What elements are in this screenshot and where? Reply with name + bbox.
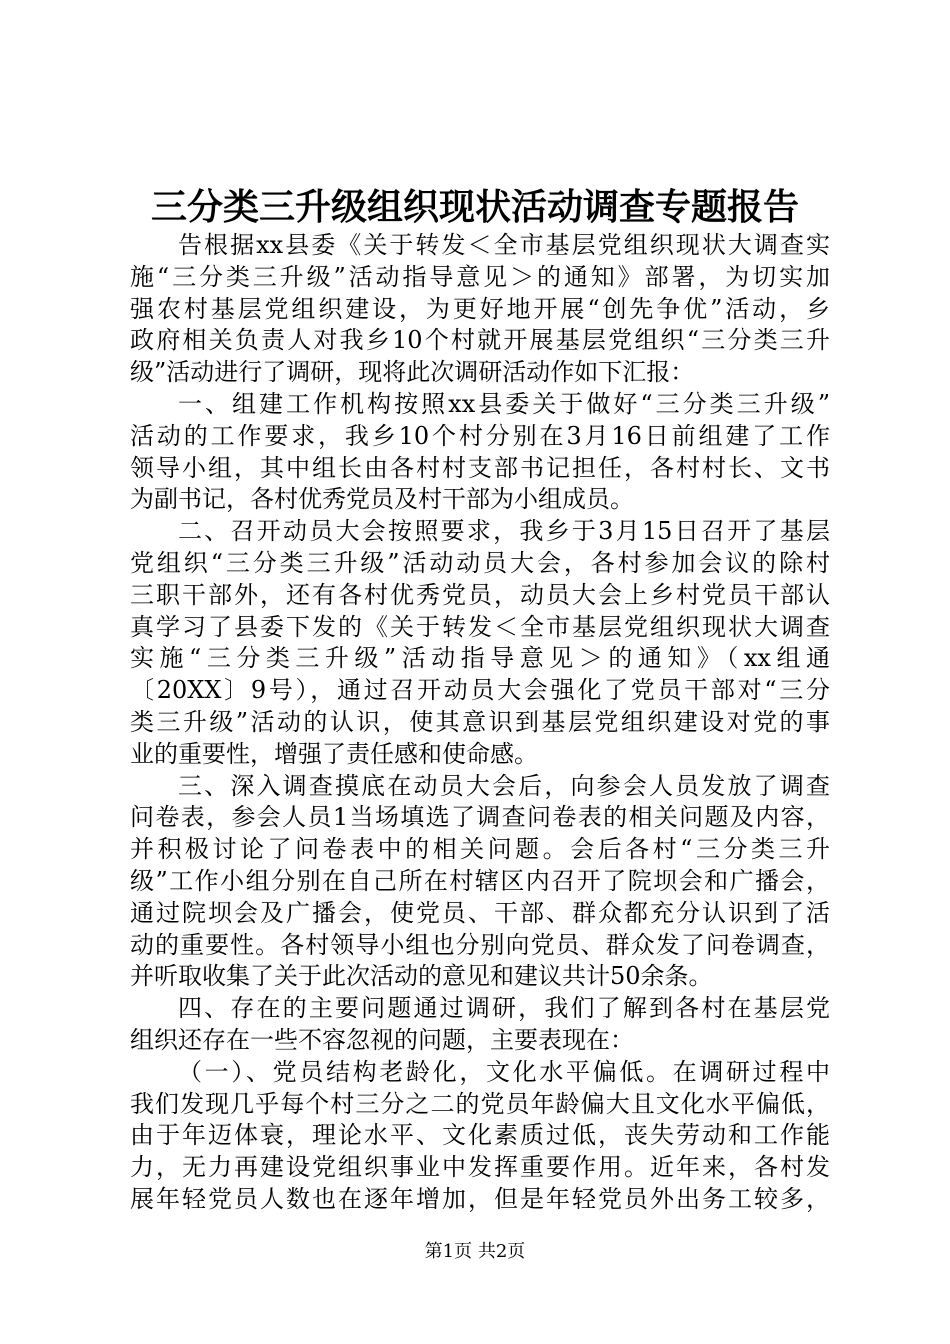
body-line: 类三升级”活动的认识，使其意识到基层党组织建设对党的事 <box>130 707 830 736</box>
body-line: 三、深入调查摸底在动员大会后，向参会人员发放了调查 <box>178 771 830 800</box>
body-line: 组织还存在一些不容忽视的问题，主要表现在： <box>130 1025 634 1054</box>
document-body <box>130 230 830 1216</box>
body-line: 施“三分类三升级”活动指导意见＞的通知》部署，为切实加 <box>130 262 830 291</box>
body-line: 力，无力再建设党组织事业中发挥重要作用。近年来，各村发 <box>130 1153 830 1182</box>
body-line: 实施“三分类三升级”活动指导意见＞的通知》（xx组通 <box>130 644 830 673</box>
body-line: 一、组建工作机构按照xx县委关于做好“三分类三升级” <box>178 389 830 418</box>
body-line: 动的重要性。各村领导小组也分别向党员、群众发了问卷调查， <box>130 930 830 959</box>
body-line: 党组织“三分类三升级”活动动员大会，各村参加会议的除村 <box>130 548 830 577</box>
body-line: 级”工作小组分别在自己所在村辖区内召开了院坝会和广播会， <box>130 866 830 895</box>
body-line: 告根据xx县委《关于转发＜全市基层党组织现状大调查实 <box>178 231 830 259</box>
body-line: 我们发现几乎每个村三分之二的党员年龄偏大且文化水平偏低， <box>130 1089 830 1118</box>
body-line: 〔20XX〕9号），通过召开动员大会强化了党员干部对“三分 <box>130 676 830 705</box>
body-line: 真学习了县委下发的《关于转发＜全市基层党组织现状大调查 <box>130 612 830 641</box>
body-line: 问卷表，参会人员1当场填选了调查问卷表的相关问题及内容， <box>130 803 830 832</box>
page-number: 第1页 共2页 <box>424 1241 526 1262</box>
body-line: 并听取收集了关于此次活动的意见和建议共计50余条。 <box>130 962 713 991</box>
body-line: 领导小组，其中组长由各村村支部书记担任，各村村长、文书 <box>130 453 830 482</box>
body-line: 二、召开动员大会按照要求，我乡于3月15日召开了基层 <box>178 517 830 546</box>
body-line: 并积极讨论了问卷表中的相关问题。会后各村“三分类三升 <box>130 835 830 864</box>
body-line: 活动的工作要求，我乡10个村分别在3月16日前组建了工作 <box>130 421 830 450</box>
body-line: 通过院坝会及广播会，使党员、干部、群众都充分认识到了活 <box>130 898 830 927</box>
body-line: 四、存在的主要问题通过调研，我们了解到各村在基层党 <box>178 994 830 1023</box>
body-line: 为副书记，各村优秀党员及村干部为小组成员。 <box>130 485 634 514</box>
body-line: 由于年迈体衰，理论水平、文化素质过低，丧失劳动和工作能 <box>130 1121 830 1150</box>
document-title: 三分类三升级组织现状活动调查专题报告 <box>150 186 799 228</box>
body-line: 政府相关负责人对我乡10个村就开展基层党组织“三分类三升 <box>130 326 830 355</box>
body-line: （一）、党员结构老龄化，文化水平偏低。在调研过程中 <box>178 1057 830 1086</box>
body-line: 三职干部外，还有各村优秀党员，动员大会上乡村党员干部认 <box>130 580 830 609</box>
body-line: 业的重要性，增强了责任感和使命感。 <box>130 739 538 768</box>
body-line: 级”活动进行了调研，现将此次调研活动作如下汇报： <box>130 358 695 387</box>
body-line: 展年轻党员人数也在逐年增加，但是年轻党员外出务工较多， <box>130 1184 830 1213</box>
body-line: 强农村基层党组织建设，为更好地开展“创先争优”活动，乡 <box>130 294 830 323</box>
